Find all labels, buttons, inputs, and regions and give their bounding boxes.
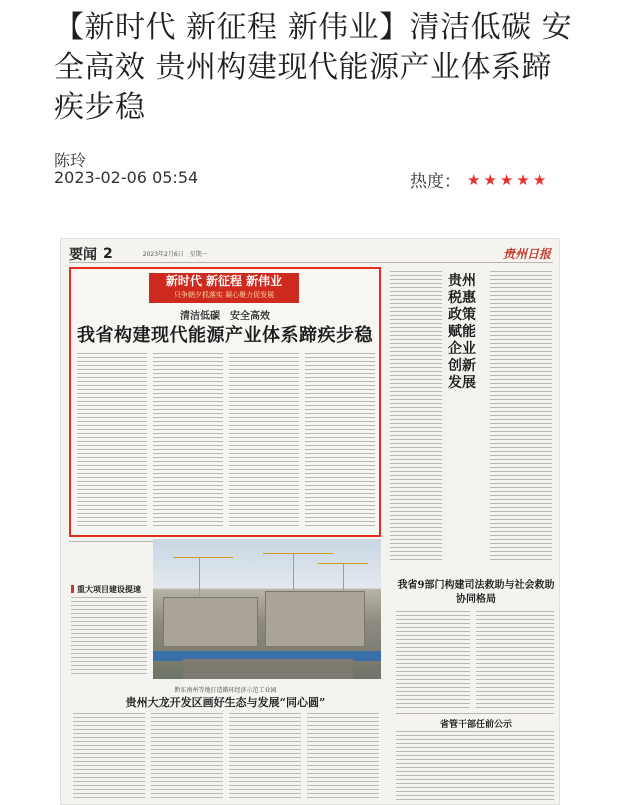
heat-stars <box>467 171 546 189</box>
star-icon: ★ <box>499 170 514 189</box>
body-column <box>307 713 379 801</box>
newspaper-page-image[interactable] <box>60 238 560 805</box>
bottom-article-subtitle: 黔东南州等地打造循环经济示范工业园 <box>174 687 277 694</box>
body-column <box>153 353 223 529</box>
lead-title: 我省构建现代能源产业体系蹄疾步稳 <box>77 325 373 346</box>
column-divider <box>396 713 554 714</box>
notice-title: 省管干部任前公示 <box>439 720 512 730</box>
body-column <box>229 353 299 529</box>
body-column <box>151 713 223 801</box>
author-name[interactable]: 陈玲 <box>54 151 87 170</box>
body-column <box>390 271 442 561</box>
article-title: 【新时代 新征程 新伟业】清洁低碳 安全高效 贵州构建现代能源产业体系蹄疾步稳 <box>54 10 573 125</box>
star-icon: ★ <box>483 170 497 189</box>
law-article-title: 我省9部门构建司法救助与社会救助协同格局 <box>397 580 555 605</box>
page-number: 2 <box>103 245 113 262</box>
body-column <box>396 611 470 711</box>
publish-datetime: 2023-02-06 05:54 <box>54 168 199 187</box>
lead-subtitle: 清洁低碳 安全高效 <box>180 311 270 322</box>
issue-date: 2023年2月6日 星期一 <box>142 251 208 258</box>
highlighted-lead-article <box>69 267 381 537</box>
section-name: 要闻 <box>69 246 97 263</box>
heat-rating <box>410 167 546 192</box>
banner-line-1: 新时代 新征程 新伟业 <box>165 274 283 288</box>
side-article <box>388 267 553 567</box>
heat-label: 热度： <box>410 172 461 192</box>
body-column <box>229 713 301 801</box>
star-icon: ★ <box>467 170 481 189</box>
body-column <box>396 731 554 801</box>
star-icon: ★ <box>532 170 547 189</box>
caption-text <box>71 597 147 677</box>
photo-caption-heading: 重大项目建设提速 <box>71 584 141 595</box>
body-column <box>77 353 147 529</box>
newspaper-masthead <box>69 245 553 263</box>
series-banner <box>149 273 299 303</box>
newspaper-logo: 贵州日报 <box>502 247 551 261</box>
body-column <box>476 611 554 711</box>
body-column <box>490 271 552 561</box>
bottom-article-title: 贵州大龙开发区画好生态与发展“同心圆” <box>125 696 326 709</box>
construction-photo <box>153 539 381 679</box>
side-article-title: 贵州税惠政策赋能企业创新发展 <box>448 273 476 391</box>
banner-line-2: 只争朝夕抓落实 凝心聚力促发展 <box>173 291 275 299</box>
body-column <box>305 353 375 529</box>
body-column <box>73 713 145 801</box>
star-icon: ★ <box>516 170 530 189</box>
